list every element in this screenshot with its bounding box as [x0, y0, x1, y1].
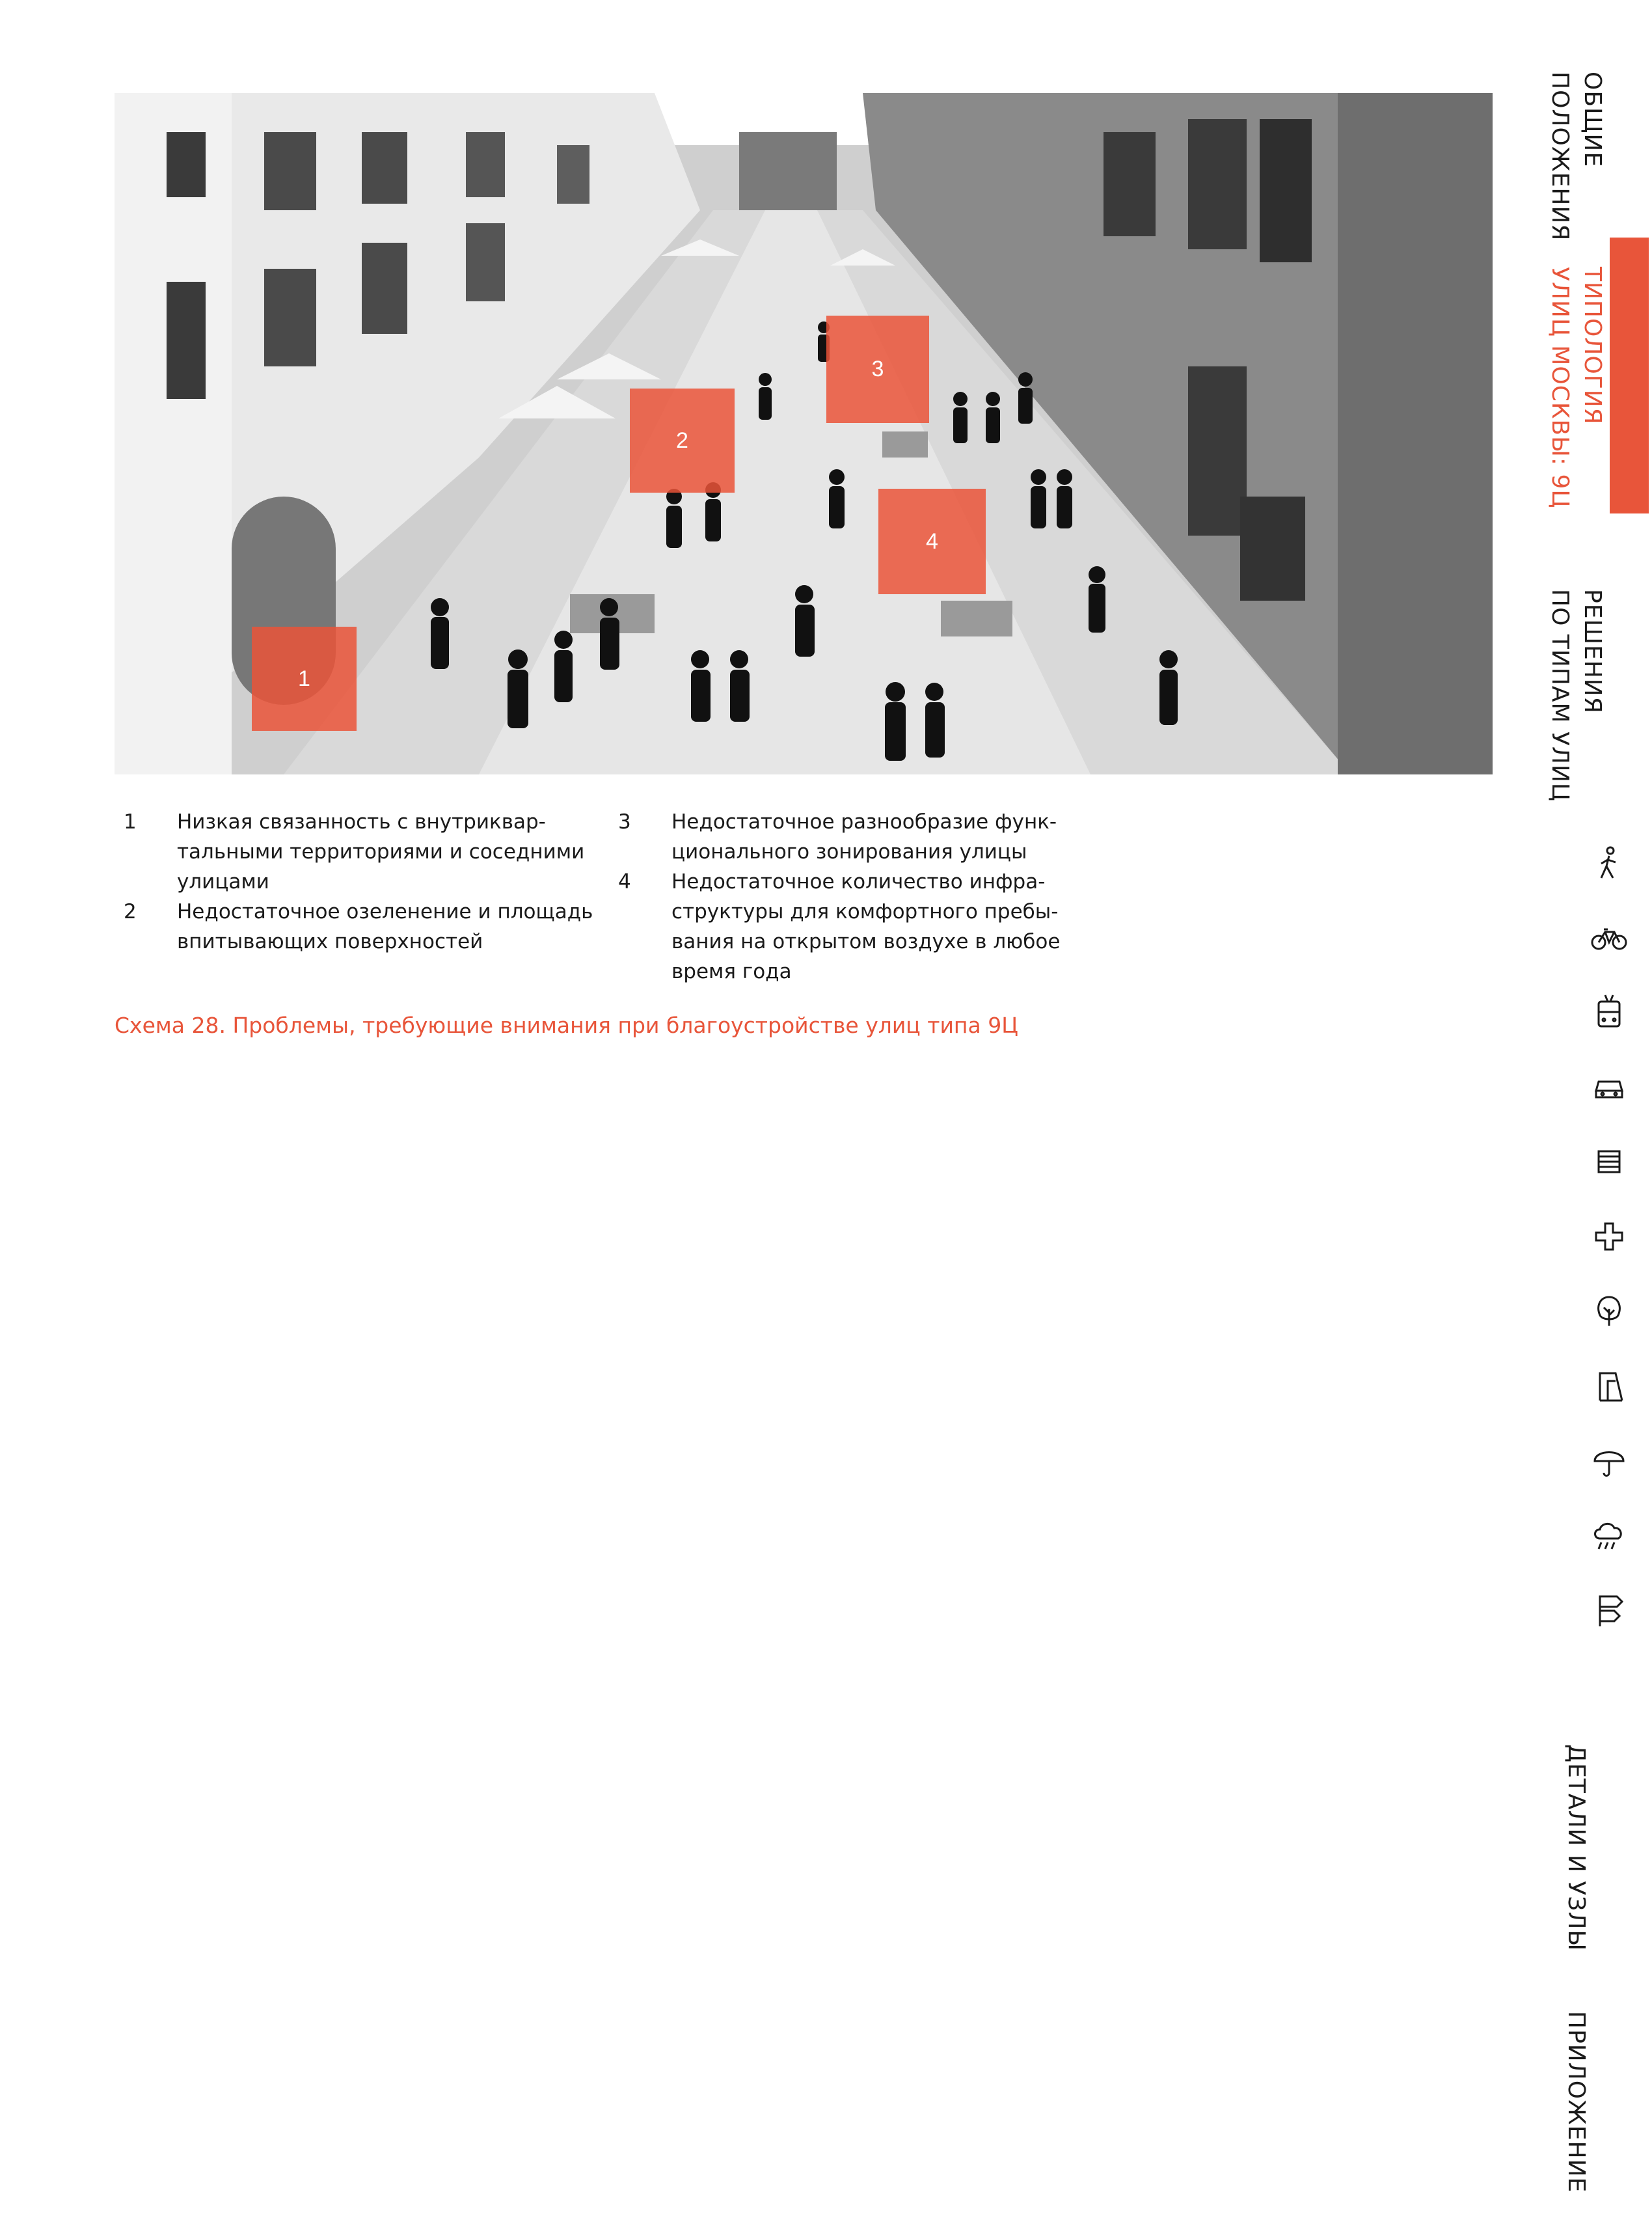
person — [1031, 469, 1046, 485]
umbrella-icon[interactable] — [1590, 1442, 1629, 1481]
person-body — [925, 702, 945, 758]
person-body — [1159, 670, 1178, 725]
person-body — [1089, 584, 1105, 633]
window — [1104, 132, 1156, 236]
window — [167, 132, 206, 197]
tab-general-provisions[interactable]: ОБЩИЕ ПОЛОЖЕНИЯ — [1547, 72, 1606, 241]
trolleybus-icon[interactable] — [1590, 992, 1629, 1032]
person-body — [666, 506, 682, 548]
legend-item — [124, 807, 618, 897]
person-body — [705, 499, 721, 541]
legend-text: Низкая связанность с внутриквар- тальными территориями и соседними улицами — [177, 810, 585, 894]
person-body — [986, 407, 1000, 443]
window — [1188, 366, 1247, 536]
legend-number: 1 — [124, 810, 137, 834]
person-body — [1031, 486, 1046, 528]
bicycle-icon[interactable] — [1590, 918, 1629, 957]
problem-marker-3: 3 — [826, 316, 929, 423]
figure-caption: Схема 28. Проблемы, требующие внимания при благоустройстве улиц типа 9Ц — [115, 1013, 1018, 1038]
cloud-rain-icon[interactable] — [1590, 1516, 1629, 1555]
legend-text: Недостаточное количество инфра- структуры для комфортного пребы- вания на открытом воздухе в любое время года — [671, 870, 1061, 983]
planter — [941, 601, 1012, 636]
layers-icon[interactable] — [1590, 1142, 1629, 1181]
person — [986, 392, 1000, 406]
person — [431, 598, 449, 616]
right-facade-near — [1338, 93, 1493, 774]
window — [1260, 119, 1312, 262]
window — [466, 132, 505, 197]
person-body — [829, 486, 845, 528]
person-body — [730, 670, 750, 722]
tree-icon[interactable] — [1590, 1292, 1629, 1331]
window — [362, 132, 407, 204]
window — [557, 145, 589, 204]
person-body — [691, 670, 711, 722]
signpost-icon[interactable] — [1590, 1591, 1629, 1630]
person — [886, 682, 905, 702]
person — [953, 392, 968, 406]
legend-number: 2 — [124, 900, 137, 923]
person-body — [759, 387, 772, 420]
legend-right — [618, 807, 1113, 987]
tab-solutions-by-type[interactable]: РЕШЕНИЯ ПО ТИПАМ УЛИЦ — [1547, 589, 1606, 802]
person — [1057, 469, 1072, 485]
problem-marker-1: 1 — [252, 627, 357, 731]
person-body — [508, 670, 528, 728]
person — [600, 598, 618, 616]
medical-cross-icon[interactable] — [1590, 1217, 1629, 1256]
person — [554, 631, 573, 649]
person — [1159, 650, 1178, 668]
window — [1188, 119, 1247, 249]
problem-marker-4: 4 — [878, 489, 986, 594]
legend-left — [124, 807, 618, 957]
person — [795, 585, 813, 603]
person-body — [885, 702, 906, 761]
window — [167, 282, 206, 399]
street-illustration — [115, 93, 1493, 774]
person-body — [795, 605, 815, 657]
person-body — [554, 650, 573, 702]
legend-text: Недостаточное озеленение и площадь впитывающих поверхностей — [177, 900, 593, 953]
tab-street-typology[interactable]: ТИПОЛОГИЯ УЛИЦ МОСКВЫ: 9Ц — [1547, 267, 1606, 509]
person — [925, 683, 943, 701]
window — [362, 243, 407, 334]
person-body — [1057, 486, 1072, 528]
pedestrian-icon[interactable] — [1590, 844, 1629, 883]
window — [466, 223, 505, 301]
legend-item — [124, 897, 618, 957]
person-body — [953, 407, 968, 443]
planter — [882, 431, 928, 458]
person-body — [600, 618, 619, 670]
problem-marker-2: 2 — [630, 389, 735, 493]
lamp-icon[interactable] — [1590, 1367, 1629, 1406]
legend-number: 3 — [618, 810, 631, 834]
person-body — [431, 617, 449, 669]
tab-appendix[interactable]: ПРИЛОЖЕНИЕ — [1563, 2011, 1590, 2193]
active-section-bar — [1610, 238, 1649, 513]
shop-window — [1240, 497, 1305, 601]
person — [1089, 566, 1105, 583]
legend-number: 4 — [618, 870, 631, 894]
legend-item — [618, 867, 1113, 987]
person-body — [1018, 388, 1033, 424]
far-building — [739, 132, 837, 210]
person — [730, 650, 748, 668]
car-icon[interactable] — [1590, 1067, 1629, 1106]
person — [829, 469, 845, 485]
person — [691, 650, 709, 668]
legend-text: Недостаточное разнообразие функ- ционального зонирования улицы — [671, 810, 1057, 864]
person — [508, 650, 528, 669]
person — [1018, 372, 1033, 387]
window — [264, 132, 316, 210]
legend-item — [618, 807, 1113, 867]
person — [759, 373, 772, 386]
tab-details-and-nodes[interactable]: ДЕТАЛИ И УЗЛЫ — [1563, 1744, 1590, 1952]
window — [264, 269, 316, 366]
